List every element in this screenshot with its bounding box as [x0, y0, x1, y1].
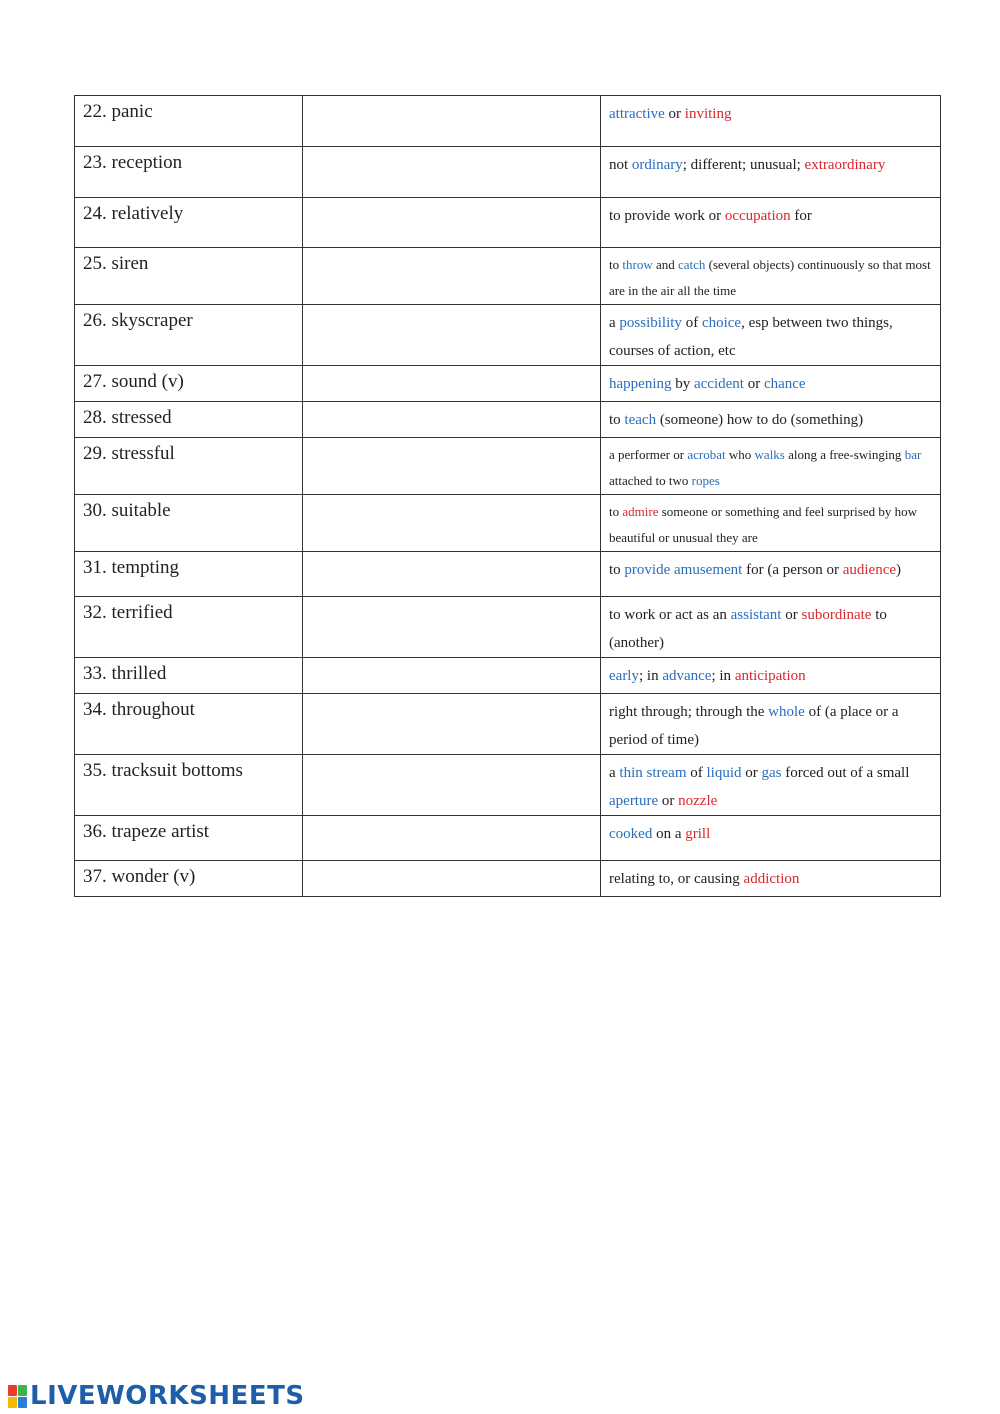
answer-cell[interactable]	[303, 366, 601, 402]
highlighted-word: grill	[685, 826, 711, 842]
highlighted-word: anticipation	[734, 668, 806, 684]
definition-cell	[601, 198, 941, 248]
definition-text: not	[609, 157, 632, 173]
logo-text: LIVEWORKSHEETS	[30, 1381, 305, 1411]
table-row	[75, 248, 941, 305]
highlighted-word: assistant	[730, 607, 782, 623]
highlighted-word: possibility	[619, 315, 682, 331]
definition-text: or	[743, 376, 764, 392]
definition-cell	[601, 402, 941, 438]
definition-text: to	[609, 257, 623, 272]
highlighted-word: subordinate	[801, 607, 872, 623]
logo-mark-square	[8, 1385, 17, 1396]
answer-cell[interactable]	[303, 694, 601, 755]
definition-text: who	[725, 447, 755, 462]
table-row	[75, 402, 941, 438]
table-row	[75, 861, 941, 897]
highlighted-word: whole	[768, 704, 805, 720]
highlighted-word: aperture	[609, 793, 659, 809]
definition-cell	[601, 438, 941, 495]
vocab-word: 36. trapeze artist	[75, 816, 303, 861]
highlighted-word: chance	[763, 376, 806, 392]
highlighted-word: ropes	[691, 473, 720, 488]
highlighted-word: ordinary	[631, 157, 683, 173]
definition-cell	[601, 694, 941, 755]
definition-text: on a	[652, 826, 686, 842]
vocab-word: 22. panic	[75, 96, 303, 147]
definition-cell	[601, 147, 941, 198]
answer-cell[interactable]	[303, 552, 601, 597]
vocab-word: 29. stressful	[75, 438, 303, 495]
vocab-word: 23. reception	[75, 147, 303, 198]
answer-cell[interactable]	[303, 96, 601, 147]
logo-mark-square	[18, 1397, 27, 1408]
vocab-word: 25. siren	[75, 248, 303, 305]
table-row	[75, 495, 941, 552]
highlighted-word: admire	[622, 504, 659, 519]
highlighted-word: early	[609, 668, 639, 684]
definition-text: to (another)	[609, 607, 887, 651]
table-row	[75, 755, 941, 816]
answer-cell[interactable]	[303, 816, 601, 861]
definition-cell	[601, 366, 941, 402]
highlighted-word: walks	[754, 447, 785, 462]
highlighted-word: attractive	[609, 106, 665, 122]
definition-text: attached to two	[609, 473, 692, 488]
definition-text: or	[741, 765, 762, 781]
vocabulary-table	[74, 95, 941, 897]
table-row	[75, 658, 941, 694]
definition-cell	[601, 597, 941, 658]
definition-text: right through; through the	[609, 704, 769, 720]
highlighted-word: choice	[701, 315, 742, 331]
definition-text: by	[671, 376, 694, 392]
definition-text: (someone) how to do (something)	[656, 412, 864, 428]
table-row	[75, 552, 941, 597]
definition-cell	[601, 305, 941, 366]
highlighted-word: cooked	[609, 826, 653, 842]
highlighted-word: accident	[693, 376, 744, 392]
answer-cell[interactable]	[303, 658, 601, 694]
answer-cell[interactable]	[303, 402, 601, 438]
vocab-word: 35. tracksuit bottoms	[75, 755, 303, 816]
table-row	[75, 597, 941, 658]
highlighted-word: gas	[761, 765, 782, 781]
logo-mark-square	[18, 1385, 27, 1396]
logo-mark-square	[8, 1397, 17, 1408]
highlighted-word: amusement	[674, 562, 743, 578]
highlighted-word: teach	[624, 412, 657, 428]
definition-cell	[601, 861, 941, 897]
definition-text: to provide work or	[609, 208, 725, 224]
highlighted-word: stream	[646, 765, 687, 781]
definition-text: of	[681, 315, 702, 331]
definition-cell	[601, 552, 941, 597]
definition-text: to	[609, 562, 625, 578]
definition-text: to	[609, 412, 625, 428]
highlighted-word: addiction	[743, 871, 800, 887]
definition-text: someone or something and feel surprised by how beautiful or unusual they are	[609, 504, 917, 545]
highlighted-word: bar	[904, 447, 922, 462]
table-row	[75, 438, 941, 495]
definition-text: to	[609, 504, 623, 519]
vocab-word: 34. throughout	[75, 694, 303, 755]
table-row	[75, 305, 941, 366]
definition-text: or	[658, 793, 679, 809]
highlighted-word: happening	[609, 376, 672, 392]
definition-text: and	[652, 257, 678, 272]
answer-cell[interactable]	[303, 755, 601, 816]
answer-cell[interactable]	[303, 147, 601, 198]
vocab-word: 26. skyscraper	[75, 305, 303, 366]
vocab-word: 31. tempting	[75, 552, 303, 597]
vocab-word: 28. stressed	[75, 402, 303, 438]
definition-text: a	[609, 315, 620, 331]
definition-text: for (a person or	[742, 562, 843, 578]
definition-text: relating to, or causing	[609, 871, 744, 887]
definition-cell	[601, 755, 941, 816]
definition-cell	[601, 658, 941, 694]
answer-cell[interactable]	[303, 248, 601, 305]
definition-text: ; in	[711, 668, 735, 684]
definition-text: forced out of a small	[781, 765, 910, 781]
answer-cell[interactable]	[303, 495, 601, 552]
answer-cell[interactable]	[303, 198, 601, 248]
table-row	[75, 694, 941, 755]
definition-text: of (a place or a period of time)	[609, 704, 899, 748]
highlighted-word: inviting	[684, 106, 732, 122]
highlighted-word: extraordinary	[804, 157, 886, 173]
table-row	[75, 96, 941, 147]
answer-cell[interactable]	[303, 305, 601, 366]
definition-text: , esp between two things, courses of action, etc	[609, 315, 893, 359]
definition-text: (several objects) continuously so that most are in the air all the time	[609, 257, 931, 298]
definition-text: along a free-swinging	[784, 447, 905, 462]
logo-mark-icon	[8, 1385, 27, 1408]
answer-cell[interactable]	[303, 438, 601, 495]
table-row	[75, 366, 941, 402]
highlighted-word: audience	[842, 562, 897, 578]
highlighted-word: occupation	[724, 208, 791, 224]
definition-text: to work or act as an	[609, 607, 731, 623]
definition-text: or	[664, 106, 685, 122]
highlighted-word: throw	[622, 257, 653, 272]
vocab-word: 32. terrified	[75, 597, 303, 658]
table-row	[75, 198, 941, 248]
liveworksheets-logo	[8, 1378, 305, 1414]
definition-text: a performer or	[609, 447, 688, 462]
definition-text: of	[686, 765, 707, 781]
definition-text: or	[781, 607, 802, 623]
highlighted-word: liquid	[706, 765, 742, 781]
vocab-word: 24. relatively	[75, 198, 303, 248]
highlighted-word: nozzle	[678, 793, 718, 809]
vocab-word: 27. sound (v)	[75, 366, 303, 402]
vocab-word: 30. suitable	[75, 495, 303, 552]
highlighted-word: provide	[624, 562, 671, 578]
highlighted-word: thin	[619, 765, 643, 781]
answer-cell[interactable]	[303, 597, 601, 658]
table-row	[75, 816, 941, 861]
definition-cell	[601, 495, 941, 552]
definition-cell	[601, 816, 941, 861]
definition-cell	[601, 248, 941, 305]
answer-cell[interactable]	[303, 861, 601, 897]
definition-text: )	[896, 562, 902, 578]
highlighted-word: acrobat	[687, 447, 726, 462]
definition-text: ; in	[638, 668, 663, 684]
highlighted-word: catch	[678, 257, 706, 272]
definition-text: for	[790, 208, 812, 224]
vocab-word: 33. thrilled	[75, 658, 303, 694]
vocab-word: 37. wonder (v)	[75, 861, 303, 897]
table-row	[75, 147, 941, 198]
definition-text: a	[609, 765, 620, 781]
highlighted-word: advance	[662, 668, 712, 684]
definition-cell	[601, 96, 941, 147]
definition-text: ; different; unusual;	[682, 157, 805, 173]
